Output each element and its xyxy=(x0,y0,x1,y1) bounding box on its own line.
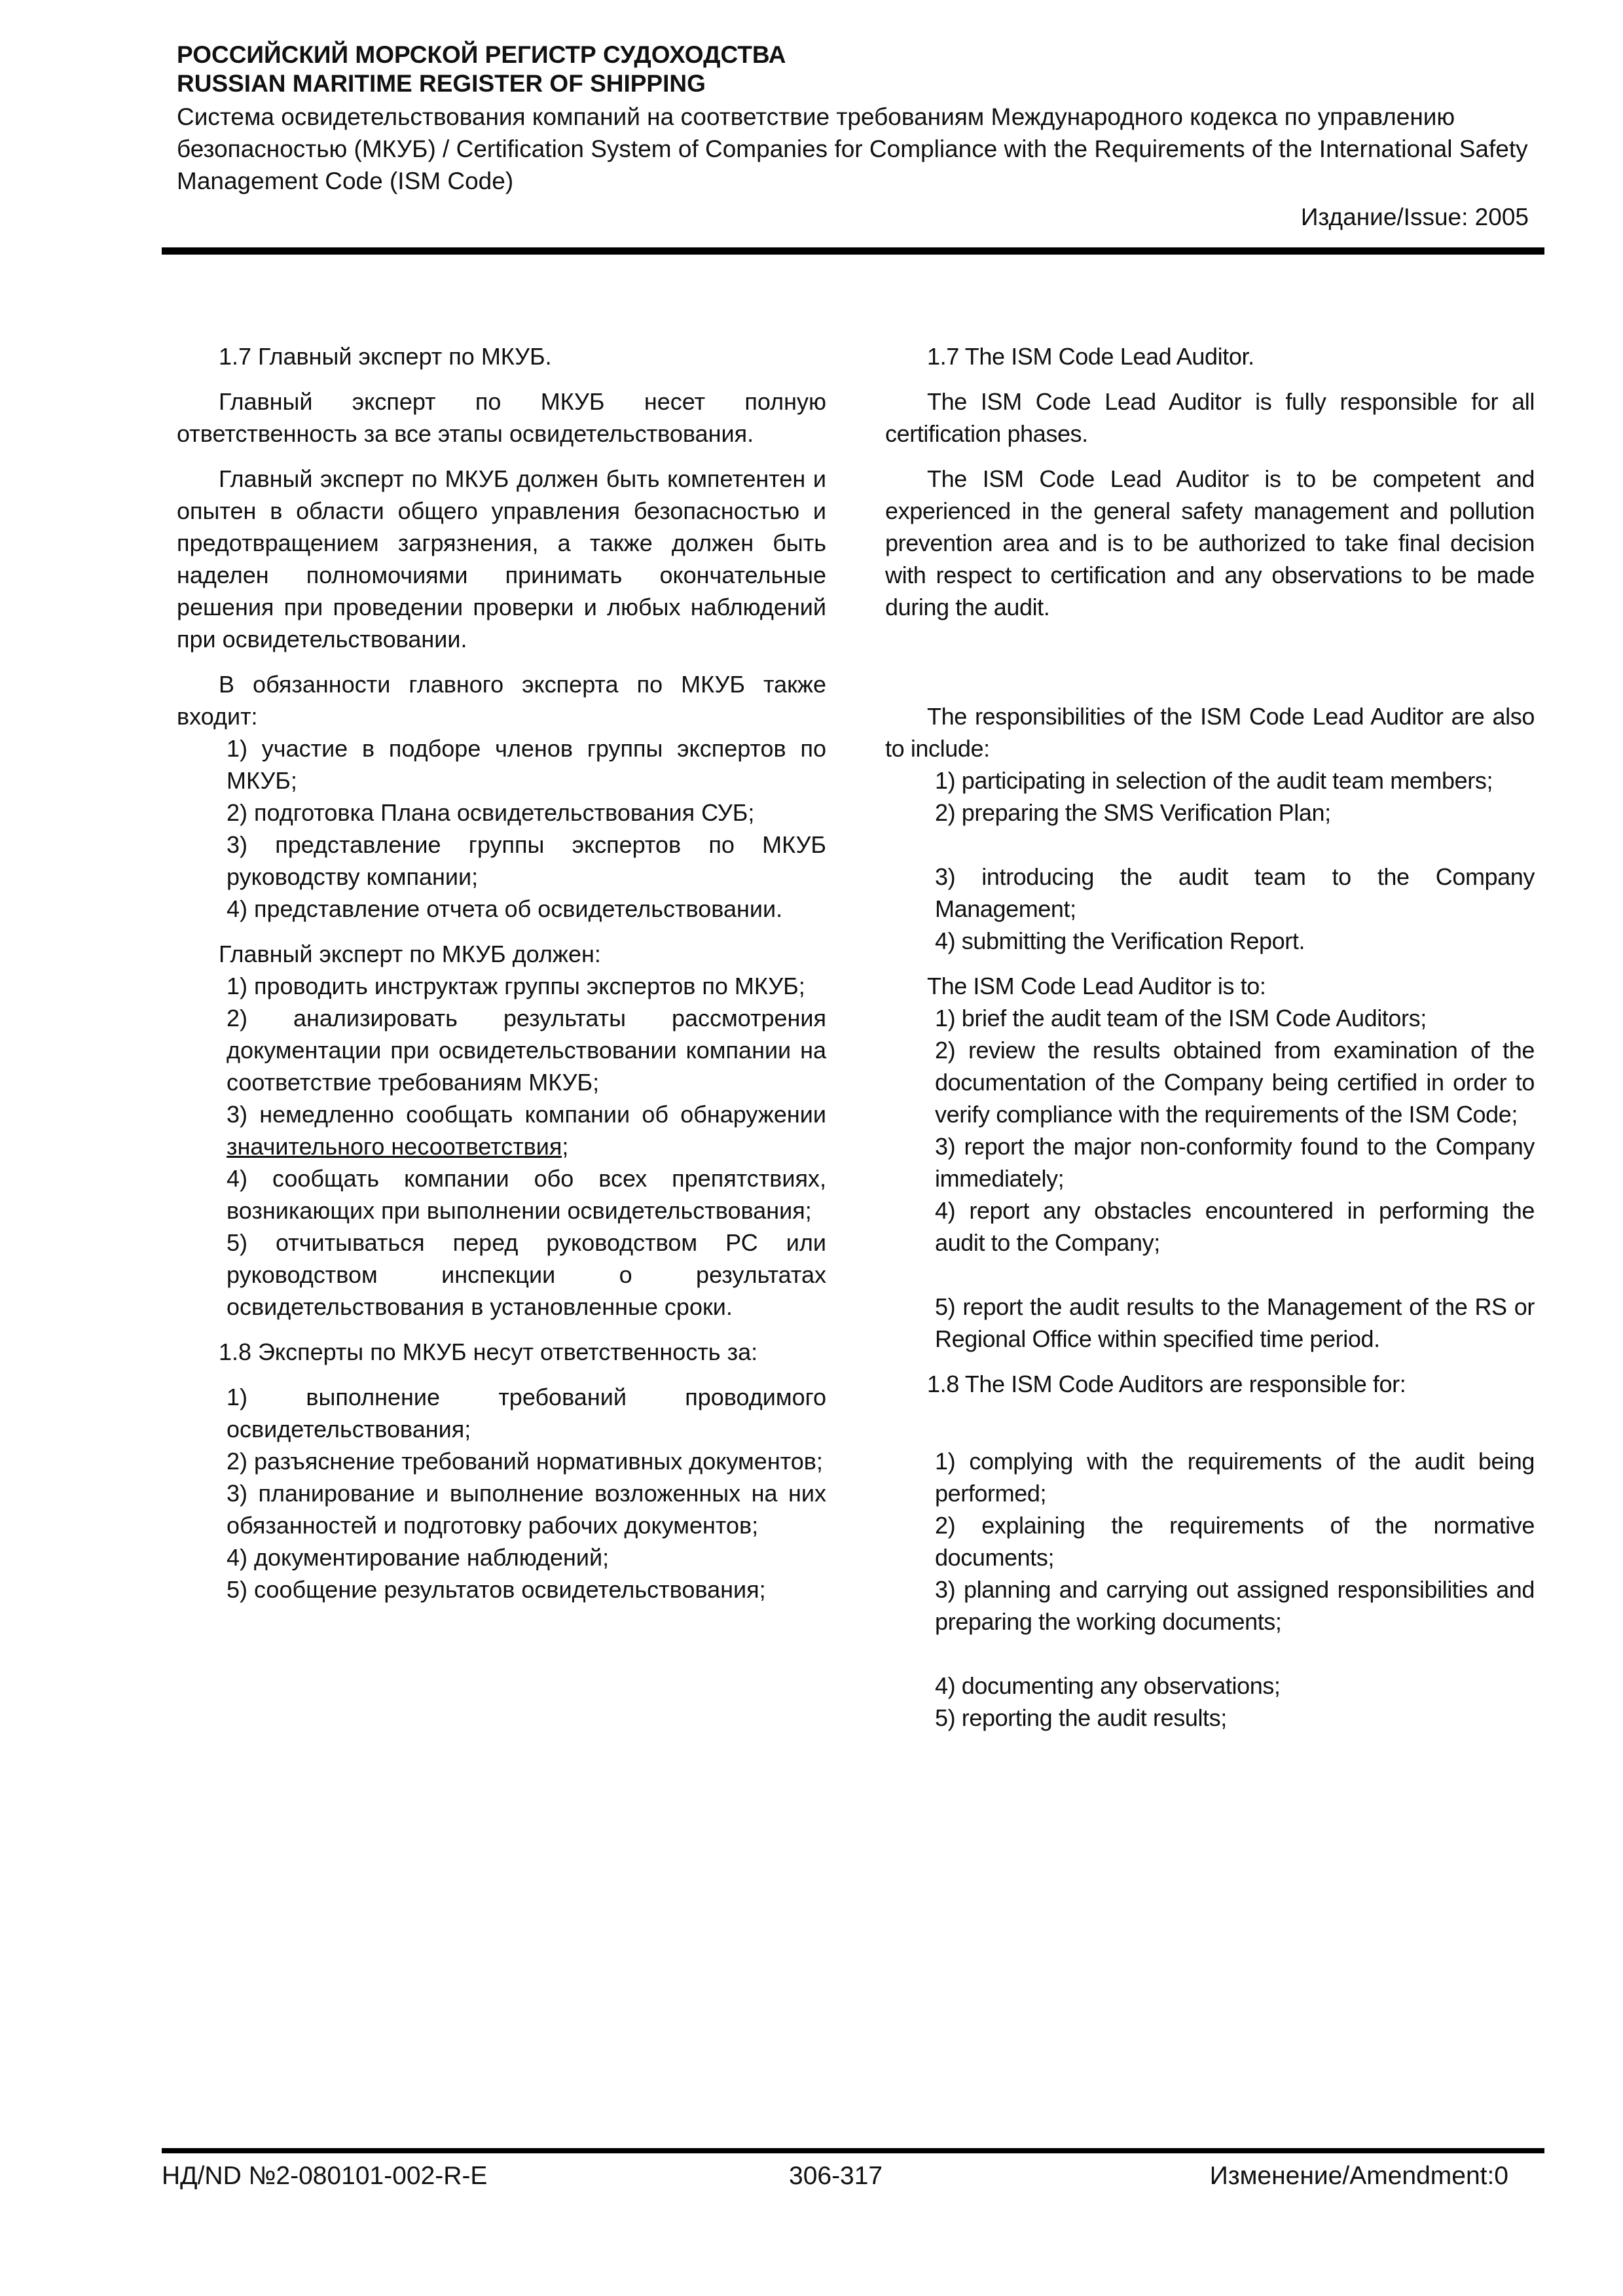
header-title-en: RUSSIAN MARITIME REGISTER OF SHIPPING xyxy=(177,70,706,97)
russian-column xyxy=(177,340,826,1605)
english-column xyxy=(885,340,1535,1734)
duties-intro: The ISM Code Lead Auditor is to: xyxy=(927,973,1266,999)
duty-item: 1) проводить инструктаж группы экспертов по МКУБ; xyxy=(227,973,805,999)
responsibility-item: 1) участие в подборе членов группы экспертов по МКУБ; xyxy=(227,735,826,794)
auditor-responsibility-item: 4) documenting any observations; xyxy=(935,1672,1281,1699)
auditor-responsibility-item: 1) complying with the requirements of the audit being performed; xyxy=(935,1448,1535,1507)
duty-item: 2) анализировать результаты рассмотрения документации при освидетельствовании компании на соответствие требованиям МКУБ; xyxy=(227,1005,826,1096)
responsibilities-intro: В обязанности главного эксперта по МКУБ также входит: xyxy=(177,671,826,730)
header-description: Система освидетельствования компаний на соответствие требованиям Международного кодекса по управлению безопасностью (МКУБ) / Certification System of Companies for Compliance with the Requirements of the International Safety Management Code (ISM Code) xyxy=(177,103,1528,194)
header-issue: Издание/Issue: 2005 xyxy=(1300,204,1529,230)
responsibility-item: 3) introducing the audit team to the Company Management; xyxy=(935,863,1535,922)
responsibility-item: 2) подготовка Плана освидетельствования СУБ; xyxy=(227,799,755,826)
section-1-7-heading: 1.7 Главный эксперт по МКУБ. xyxy=(219,343,552,370)
duty-item: 2) review the results obtained from examination of the documentation of the Company being certified in order to verify compliance with the requirements of the ISM Code; xyxy=(935,1037,1535,1128)
duty-item-text: 3) немедленно сообщать компании об обнаружении xyxy=(227,1101,826,1128)
duty-item: 3) report the major non-conformity found to the Company immediately; xyxy=(935,1133,1535,1192)
section-1-7-paragraph-1: The ISM Code Lead Auditor is fully responsible for all certification phases. xyxy=(885,388,1535,447)
duty-item: 4) сообщать компании обо всех препятствиях, возникающих при выполнении освидетельствования; xyxy=(227,1165,826,1224)
section-1-8-heading: 1.8 The ISM Code Auditors are responsible for: xyxy=(927,1371,1406,1397)
underlined-term: значительного несоответствия; xyxy=(227,1133,569,1160)
responsibilities-intro: The responsibilities of the ISM Code Lead Auditor are also to include: xyxy=(885,703,1535,762)
auditor-responsibility-item: 5) сообщение результатов освидетельствования; xyxy=(227,1576,766,1603)
header-title-ru: РОССИЙСКИЙ МОРСКОЙ РЕГИСТР СУДОХОДСТВА xyxy=(177,41,786,68)
auditor-responsibility-item: 3) planning and carrying out assigned responsibilities and preparing the working documents; xyxy=(935,1576,1535,1635)
responsibility-item: 3) представление группы экспертов по МКУБ руководству компании; xyxy=(227,831,826,890)
page-header xyxy=(177,41,1529,233)
footer-document-number: НД/ND №2-080101-002-R-E xyxy=(162,2162,488,2190)
footer-amendment: Изменение/Amendment:0 xyxy=(1209,2162,1508,2190)
responsibility-item: 4) submitting the Verification Report. xyxy=(935,927,1305,954)
duty-item: 5) report the audit results to the Management of the RS or Regional Office within specified time period. xyxy=(935,1293,1535,1352)
footer-page-range: 306-317 xyxy=(789,2162,883,2190)
section-1-7-paragraph-1: Главный эксперт по МКУБ несет полную ответственность за все этапы освидетельствования. xyxy=(177,388,826,447)
duty-item: 5) отчитываться перед руководством РС или руководством инспекции о результатах освидетельствования в установленные сроки. xyxy=(227,1229,826,1320)
responsibility-item: 1) participating in selection of the audit team members; xyxy=(935,767,1493,794)
section-1-7-paragraph-2: The ISM Code Lead Auditor is to be competent and experienced in the general safety management and pollution prevention area and is to be authorized to take final decision with respect to certification and any observations to be made during the audit. xyxy=(885,465,1535,620)
duty-item: 4) report any obstacles encountered in performing the audit to the Company; xyxy=(935,1197,1535,1256)
footer-divider xyxy=(162,2148,1544,2153)
auditor-responsibility-item: 3) планирование и выполнение возложенных на них обязанностей и подготовку рабочих документов; xyxy=(227,1480,826,1539)
header-divider xyxy=(162,247,1544,255)
section-1-8-heading: 1.8 Эксперты по МКУБ несут ответственность за: xyxy=(219,1338,758,1365)
section-1-7-heading: 1.7 The ISM Code Lead Auditor. xyxy=(927,343,1254,370)
auditor-responsibility-item: 5) reporting the audit results; xyxy=(935,1704,1227,1731)
duties-intro: Главный эксперт по МКУБ должен: xyxy=(219,941,601,967)
section-1-7-paragraph-2: Главный эксперт по МКУБ должен быть компетентен и опытен в области общего управления безопасностью и предотвращением загрязнения, а также должен быть наделен полномочиями принимать окончательные решения при проведении проверки и любых наблюдений при освидетельствовании. xyxy=(177,465,826,653)
duty-item xyxy=(177,1098,826,1162)
auditor-responsibility-item: 2) explaining the requirements of the normative documents; xyxy=(935,1512,1535,1571)
auditor-responsibility-item: 2) разъяснение требований нормативных документов; xyxy=(227,1448,823,1475)
auditor-responsibility-item: 1) выполнение требований проводимого освидетельствования; xyxy=(227,1384,826,1443)
auditor-responsibility-item: 4) документирование наблюдений; xyxy=(227,1544,610,1571)
responsibility-item: 4) представление отчета об освидетельствовании. xyxy=(227,895,783,922)
duty-item: 1) brief the audit team of the ISM Code Auditors; xyxy=(935,1005,1427,1031)
responsibility-item: 2) preparing the SMS Verification Plan; xyxy=(935,799,1331,826)
